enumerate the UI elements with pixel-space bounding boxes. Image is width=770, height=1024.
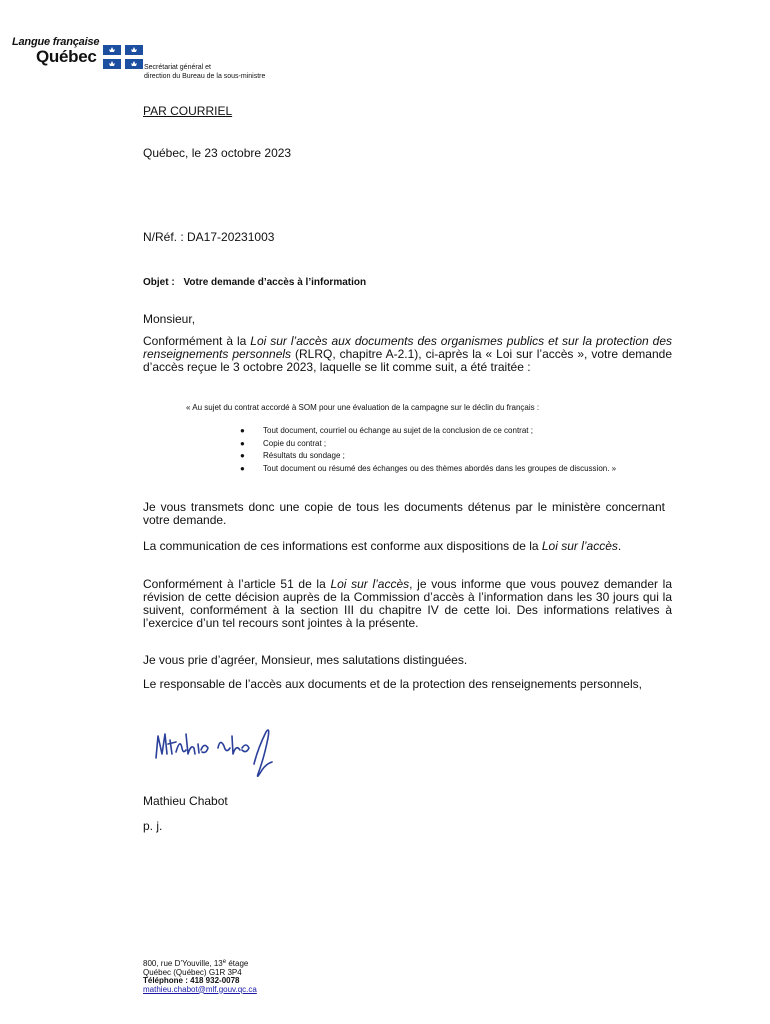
paragraph-review-rights: Conformément à l’article 51 de la Loi sur l’accès, je vous informe que vous pouvez demander la révision de cette décision auprès de la Commission d’accès à l’information dans les 30 jours qui la suivent, conformément à la section III du chapitre IV de cette loi. Des informations relatives à l’exercice d’un tel recours sont jointes à la présente.	[143, 577, 673, 630]
paragraph-transmission: Je vous transmets donc une copie de tous les documents détenus par le ministère concernant votre demande.	[143, 500, 665, 527]
list-item: ● Tout document ou résumé des échanges ou des thèmes abordés dans les groupes de discussion. »	[240, 463, 672, 476]
enclosure-note: p. j.	[143, 819, 163, 833]
signer-title: Le responsable de l’accès aux documents et de la protection des renseignements personnels,	[143, 677, 642, 691]
bullet-icon: ●	[240, 426, 245, 435]
request-items-list	[240, 425, 672, 475]
law-title: Loi sur l’accès aux documents des organismes publics et sur la protection des renseignements personnels	[143, 334, 672, 361]
letter-date: Québec, le 23 octobre 2023	[143, 146, 292, 160]
reference-number: N/Réf. : DA17-20231003	[143, 230, 275, 244]
footer-contact	[143, 960, 257, 994]
signer-name: Mathieu Chabot	[143, 794, 228, 808]
paragraph-request-intro: Conformément à la	[143, 334, 251, 348]
request-quote: « Au sujet du contrat accordé à SOM pour une évaluation de la campagne sur le déclin du français :	[186, 403, 540, 412]
department-line-2: direction du Bureau de la sous-ministre	[144, 73, 266, 80]
law-short-title: Loi sur l’accès	[330, 577, 410, 591]
logo-line-2: Québec	[36, 47, 97, 66]
subject-text: Votre demande d’accès à l’information	[183, 277, 367, 288]
delivery-method: PAR COURRIEL	[143, 104, 233, 118]
quebec-logo	[12, 36, 142, 72]
salutation: Monsieur,	[143, 312, 196, 326]
paragraph-compliance: La communication de ces informations est conforme aux dispositions de la Loi sur l’accès.	[143, 539, 622, 553]
list-item: ● Résultats du sondage ;	[240, 450, 672, 463]
footer-email-link[interactable]: mathieu.chabot@mlf.gouv.qc.ca	[143, 984, 257, 994]
handwritten-signature	[146, 718, 296, 788]
subject-line	[143, 277, 366, 288]
footer-phone: Téléphone : 418 932-0078	[143, 976, 240, 985]
list-item: ● Copie du contrat ;	[240, 438, 672, 451]
footer-city: Québec (Québec) G1R 3P4	[143, 967, 242, 977]
list-item: ● Tout document, courriel ou échange au sujet de la conclusion de ce contrat ;	[240, 425, 672, 438]
law-short-title: Loi sur l’accès	[541, 539, 618, 553]
bullet-icon: ●	[240, 463, 245, 473]
subject-label: Objet :	[143, 277, 175, 288]
bullet-icon: ●	[240, 438, 245, 448]
logo-line-1: Langue française	[12, 36, 100, 48]
paragraph-request-body: (RLRQ, chapitre A-2.1), ci-après la « Loi sur l’accès », votre demande d’accès reçue le 3 octobre 2023, laquelle se lit comme suit, a été traitée :	[143, 347, 673, 374]
department-name	[144, 63, 265, 81]
footer-address: 800, rue D’Youville, 13e étage	[143, 959, 249, 968]
quebec-flag-icon	[103, 45, 143, 69]
bullet-icon: ●	[240, 451, 245, 460]
paragraph-request	[143, 335, 672, 374]
department-line-1: Secrétariat général et	[144, 64, 211, 71]
closing-formula: Je vous prie d’agréer, Monsieur, mes salutations distinguées.	[143, 653, 468, 667]
